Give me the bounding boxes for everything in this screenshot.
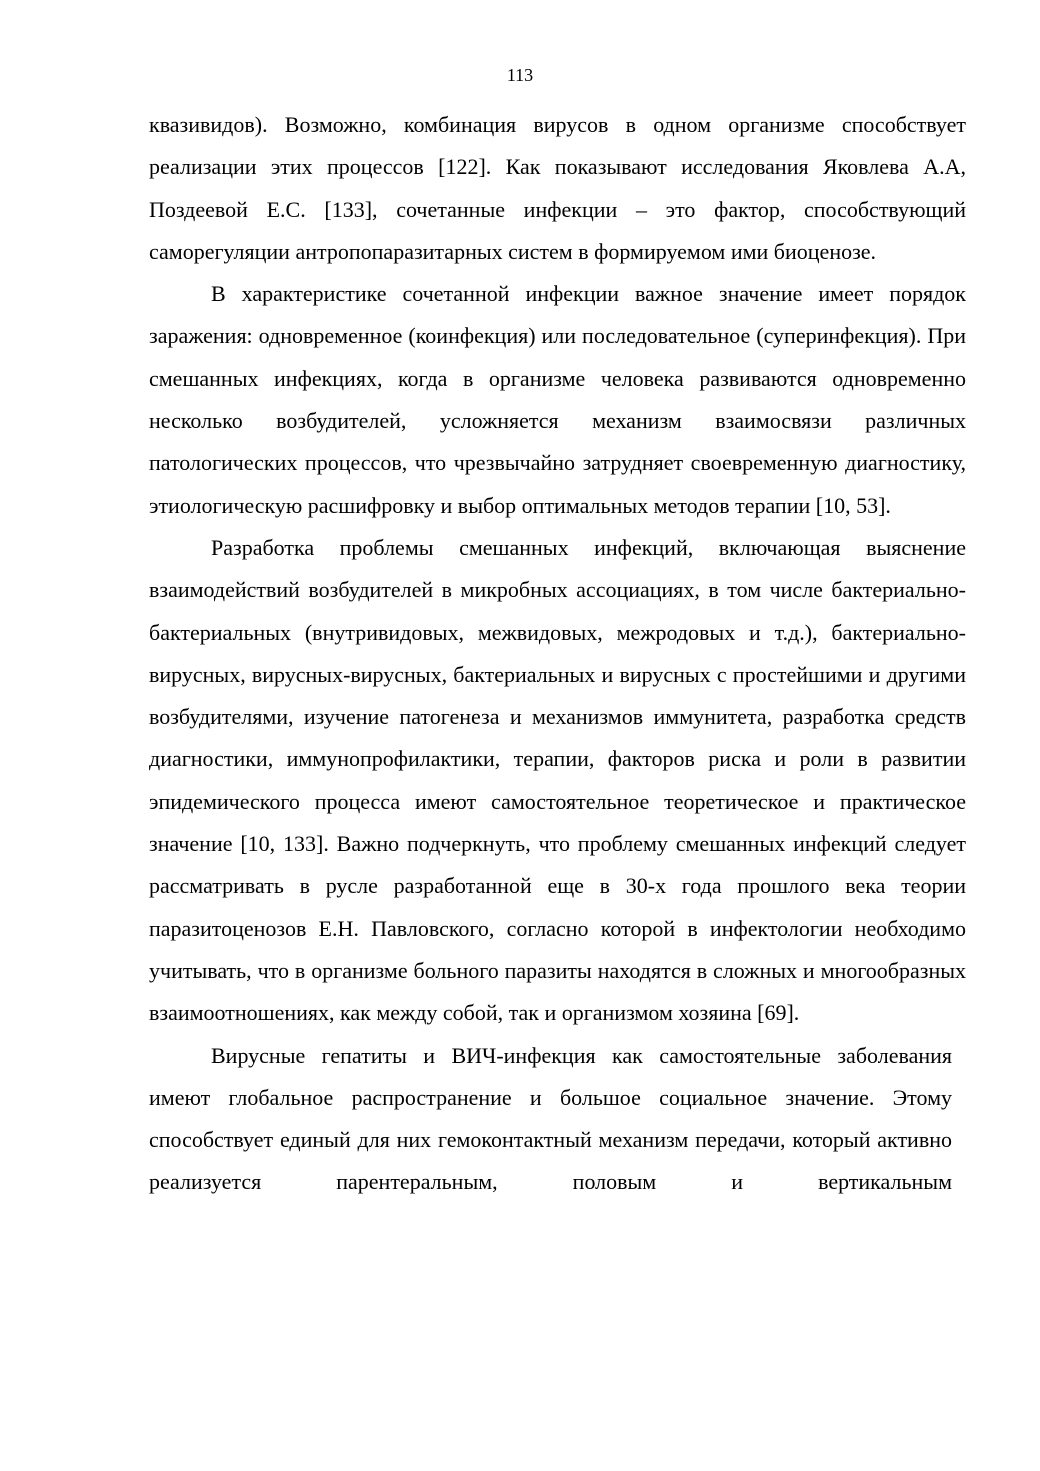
document-body: [149, 104, 966, 1204]
paragraph-4: Вирусные гепатиты и ВИЧ-инфекция как самостоятельные заболевания имеют глобальное распространение и большое социальное значение. Этому способствует единый для них гемоконтактный механизм передачи, который активно реализуется парентеральным, половым и вертикальным: [149, 1042, 952, 1195]
paragraph-2: В характеристике сочетанной инфекции важное значение имеет порядок заражения: одновременное (коинфекция) или последовательное (суперинфекция). При смешанных инфекциях, когда в организме человека развиваются одновременно несколько возбудителей, усложняется механизм взаимосвязи различных патологических процессов, что чрезвычайно затрудняет своевременную диагностику, этиологическую расшифровку и выбор оптимальных методов терапии [10, 53].: [149, 281, 966, 518]
page-number: 113: [506, 65, 534, 85]
paragraph-3: Разработка проблемы смешанных инфекций, включающая выяснение взаимодействий возбудителей в микробных ассоциациях, в том числе бактериально-бактериальных (внутривидовых, межвидовых, межродовых и т.д.), бактериально-вирусных, вирусных-вирусных, бактериальных и вирусных с простейшими и другими возбудителями, изучение патогенеза и механизмов иммунитета, разработка средств диагностики, иммунопрофилактики, терапии, факторов риска и роли в развитии эпидемического процесса имеют самостоятельное теоретическое и практическое значение [10, 133]. Важно подчеркнуть, что проблему смешанных инфекций следует рассматривать в русле разработанной еще в 30-х года прошлого века теории паразитоценозов Е.Н. Павловского, согласно которой в инфектологии необходимо учитывать, что в организме больного паразиты находятся в сложных и многообразных взаимоотношениях, как между собой, так и организмом хозяина [69].: [149, 534, 966, 1026]
paragraph-1: квазивидов). Возможно, комбинация вирусов в одном организме способствует реализации этих процессов [122]. Как показывают исследования Яковлева А.А, Поздеевой Е.С. [133], сочетанные инфекции – это фактор, способствующий саморегуляции антропопаразитарных систем в формируемом ими биоценозе.: [149, 112, 966, 264]
